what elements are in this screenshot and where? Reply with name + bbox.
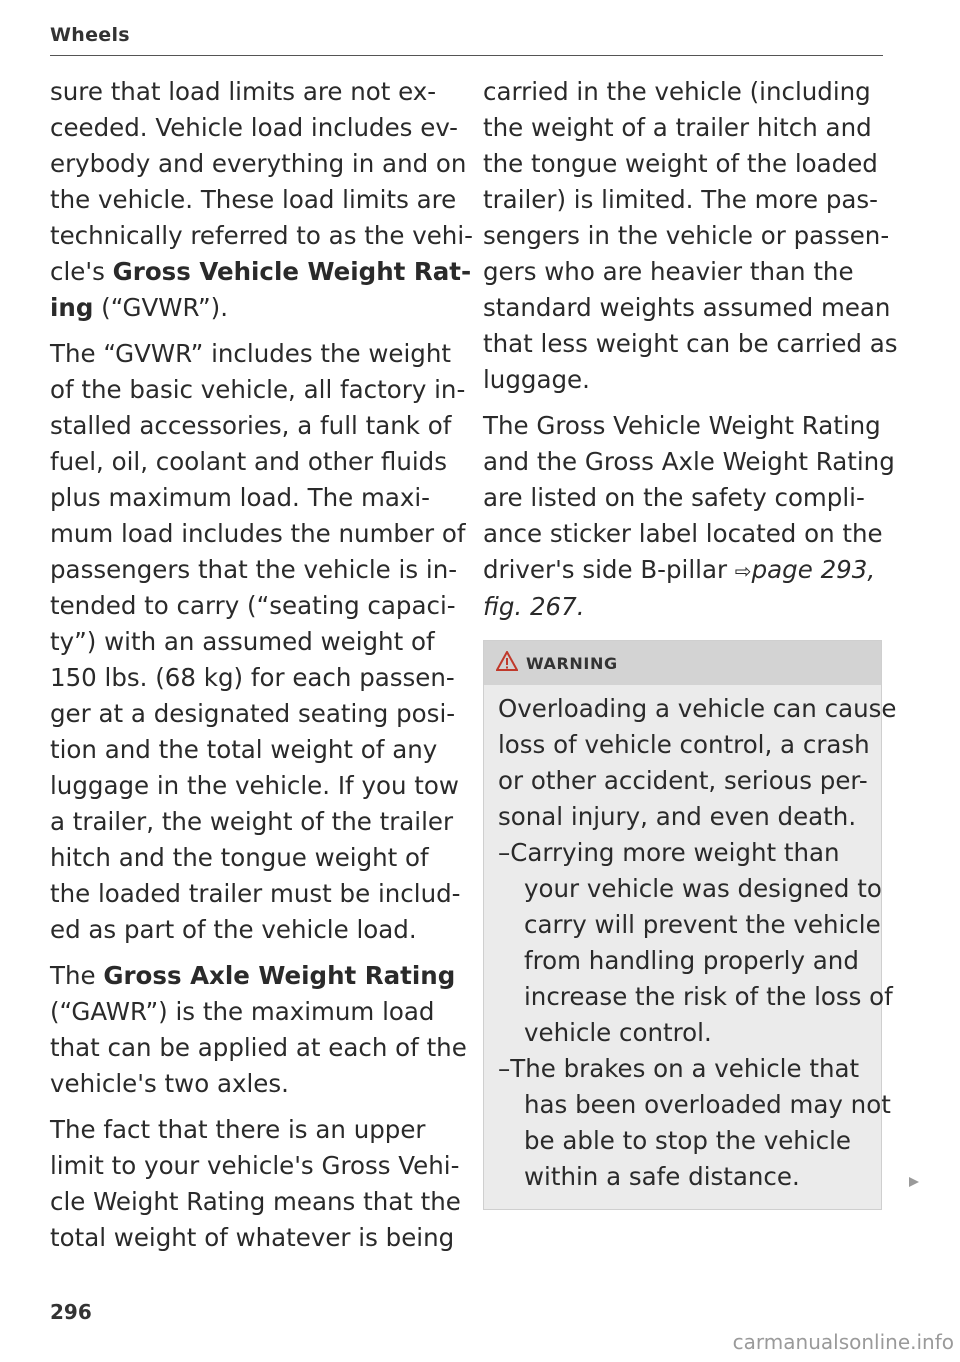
text-line: luggage.	[483, 365, 590, 394]
paragraph-gap	[50, 326, 450, 336]
text-line	[50, 254, 472, 290]
text-line: the vehicle. These load limits are	[50, 185, 457, 214]
figure-reference-link[interactable]: fig. 267.	[483, 592, 585, 621]
paragraph-gap	[483, 398, 883, 408]
text-line: ger at a designated seating posi-	[50, 699, 456, 728]
text-line: ty”) with an assumed weight of	[50, 627, 435, 656]
text-line: are listed on the safety compli-	[483, 483, 865, 512]
text-line: (“GAWR”) is the maximum load	[50, 997, 435, 1026]
warning-line: carry will prevent the vehicle	[524, 910, 881, 939]
text-line: of the basic vehicle, all factory in-	[50, 375, 466, 404]
text-line: plus maximum load. The maxi-	[50, 483, 430, 512]
text-line	[483, 589, 883, 625]
text-line: technically referred to as the vehi-	[50, 221, 473, 250]
text-line: mum load includes the number of	[50, 519, 466, 548]
text-line: standard weights assumed mean	[483, 293, 891, 322]
text-line: sure that load limits are not ex-	[50, 77, 437, 106]
paragraph-gap	[50, 1102, 450, 1112]
text-line: a trailer, the weight of the trailer	[50, 807, 454, 836]
text-line: cle Weight Rating means that the	[50, 1187, 461, 1216]
text-line: ance sticker label located on the	[483, 519, 883, 548]
text-line: that can be applied at each of the	[50, 1033, 467, 1062]
text-line: that less weight can be carried as	[483, 329, 898, 358]
warning-line: has been overloaded may not	[524, 1090, 891, 1119]
text-line: passengers that the vehicle is in-	[50, 555, 458, 584]
text-line: luggage in the vehicle. If you tow	[50, 771, 459, 800]
term-gvwr: Gross Vehicle Weight Rat-	[112, 257, 472, 286]
paragraph-gap	[50, 948, 450, 958]
text-run: The	[50, 961, 104, 990]
term-gvwr-end: ing	[50, 293, 94, 322]
text-line: tion and the total weight of any	[50, 735, 438, 764]
warning-line: from handling properly and	[524, 946, 859, 975]
page-reference-link[interactable]: page 293,	[751, 555, 876, 584]
warning-bullet: –Carrying more weight than	[498, 838, 840, 867]
text-line: carried in the vehicle (including	[483, 77, 871, 106]
warning-title: WARNING	[526, 653, 618, 673]
text-line: gers who are heavier than the	[483, 257, 854, 286]
text-line: fuel, oil, coolant and other fluids	[50, 447, 448, 476]
warning-box	[483, 640, 897, 1210]
continue-arrow-icon	[907, 1163, 921, 1199]
watermark: carmanualsonline.info	[732, 1330, 954, 1354]
page-number: 296	[50, 1300, 92, 1324]
header-divider	[50, 55, 883, 56]
text-line: ed as part of the vehicle load.	[50, 915, 417, 944]
warning-line: Overloading a vehicle can cause	[498, 694, 897, 723]
text-run: (“GVWR”).	[93, 293, 229, 322]
text-line: the weight of a trailer hitch and	[483, 113, 872, 142]
arrow-right-icon: ⇨	[734, 559, 752, 583]
warning-line: within a safe distance.	[524, 1162, 800, 1191]
text-line: total weight of whatever is being	[50, 1223, 455, 1252]
text-line: The “GVWR” includes the weight	[50, 339, 451, 368]
text-line: trailer) is limited. The more pas-	[483, 185, 879, 214]
warning-line: your vehicle was designed to	[524, 874, 882, 903]
warning-line: vehicle control.	[524, 1018, 712, 1047]
warning-line: or other accident, serious per-	[498, 766, 868, 795]
text-line: stalled accessories, a full tank of	[50, 411, 452, 440]
text-line: and the Gross Axle Weight Rating	[483, 447, 895, 476]
warning-body	[484, 685, 897, 1209]
warning-bullet: –The brakes on a vehicle that	[498, 1054, 860, 1083]
term-gawr: Gross Axle Weight Rating	[103, 961, 456, 990]
text-line: tended to carry (“seating capaci-	[50, 591, 456, 620]
text-line: the loaded trailer must be includ-	[50, 879, 461, 908]
text-line	[483, 552, 883, 589]
text-line: the tongue weight of the loaded	[483, 149, 878, 178]
text-run: cle's	[50, 257, 113, 286]
right-column	[483, 74, 898, 625]
warning-line: increase the risk of the loss of	[524, 982, 893, 1011]
running-header: Wheels	[50, 24, 130, 46]
text-line: The Gross Vehicle Weight Rating	[483, 411, 881, 440]
text-line: 150 lbs. (68 kg) for each passen-	[50, 663, 455, 692]
text-line: ceeded. Vehicle load includes ev-	[50, 113, 458, 142]
text-line: erybody and everything in and on	[50, 149, 467, 178]
text-line: hitch and the tongue weight of	[50, 843, 429, 872]
text-line	[50, 290, 450, 326]
warning-line: be able to stop the vehicle	[524, 1126, 851, 1155]
text-run: driver's side B-pillar	[483, 555, 735, 584]
left-column	[50, 74, 473, 1256]
text-line	[50, 958, 456, 994]
text-line: vehicle's two axles.	[50, 1069, 289, 1098]
warning-triangle-icon	[496, 651, 518, 675]
warning-header	[484, 641, 881, 685]
text-line: limit to your vehicle's Gross Vehi-	[50, 1151, 460, 1180]
text-line: sengers in the vehicle or passen-	[483, 221, 890, 250]
warning-line: loss of vehicle control, a crash	[498, 730, 870, 759]
warning-line: sonal injury, and even death.	[498, 802, 857, 831]
text-line: The fact that there is an upper	[50, 1115, 426, 1144]
